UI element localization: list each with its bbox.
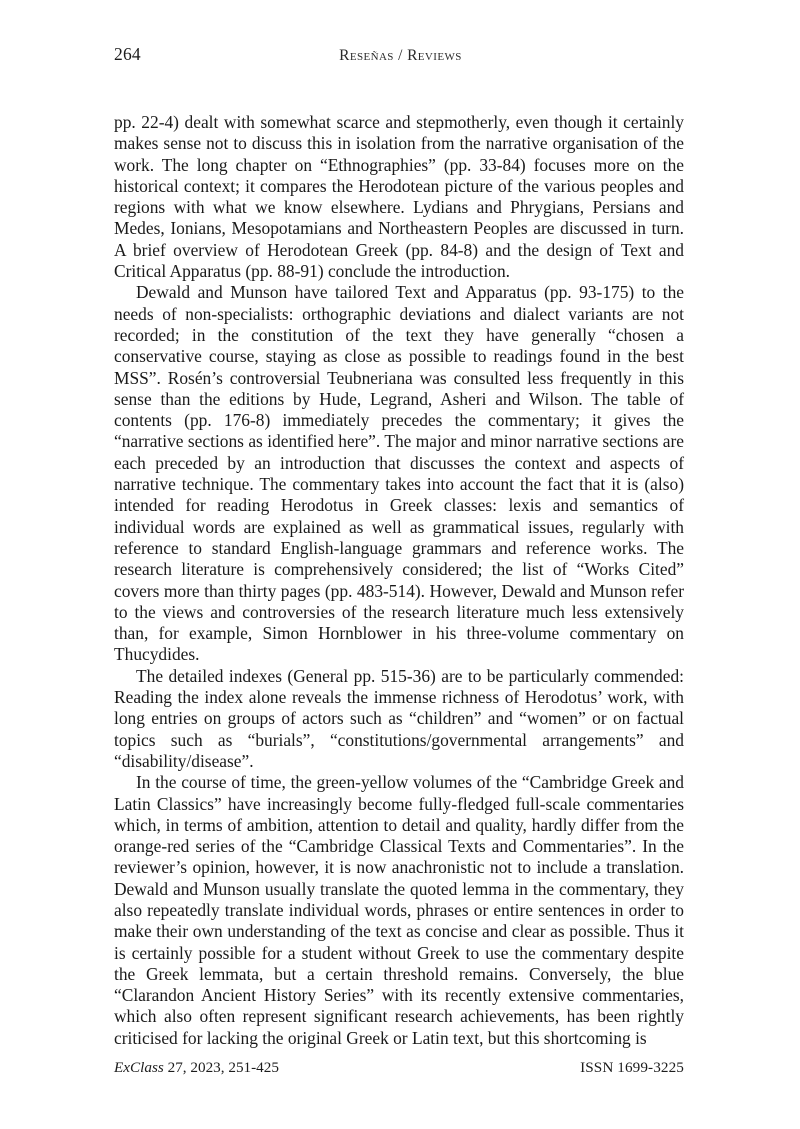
paragraph-4: In the course of time, the green-yellow volumes of the “Cambridge Greek and Latin Classics” have increasingly become fully-fledged full-scale commentaries which, in terms of ambition, attention to detail and quality, hardly differ from the orange-red series of the “Cambridge Classical Texts and Commentaries”. In the reviewer’s opinion, however, it is now anachronistic not to include a translation. Dewald and Munson usually translate the quoted lemma in the commentary, they also repeatedly translate individual words, phrases or entire sentences in order to make their own understanding of the text as concise and clear as possible. Thus it is certainly possible for a student without Greek to use the commentary despite the Greek lemmata, but a certain threshold remains. Conversely, the blue “Clarandon Ancient History Series” with its recently extensive commentaries, which also often represent significant research achievements, has been rightly criticised for lacking the original Greek or Latin text, but this shortcoming is (114, 772, 684, 1048)
footer-issn: ISSN 1699-3225 (580, 1059, 684, 1076)
paragraph-2: Dewald and Munson have tailored Text and Apparatus (pp. 93-175) to the needs of non-specialists: orthographic deviations and dialect variants are not recorded; in the constitution of the text they have generally “chosen a conservative course, staying as close as possible to readings found in the best MSS”. Rosén’s controversial Teubneriana was consulted less frequently in this sense than the editions by Hude, Legrand, Asheri and Wilson. The table of contents (pp. 176-8) immediately precedes the commentary; it gives the “narrative sections as identified here”. The major and minor narrative sections are each preceded by an introduction that discusses the context and aspects of narrative technique. The commentary takes into account the fact that it is (also) intended for reading Herodotus in Greek classes: lexis and semantics of individual words are explained as well as grammatical issues, regularly with reference to standard English-language grammars and reference works. The research literature is comprehensively considered; the list of “Works Cited” covers more than thirty pages (pp. 483-514). However, Dewald and Munson refer to the views and controversies of the research literature much less extensively than, for example, Simon Hornblower in his three-volume commentary on Thucydides. (114, 282, 684, 665)
journal-title: ExClass (114, 1059, 164, 1076)
page-footer (114, 1059, 684, 1077)
paragraph-3: The detailed indexes (General pp. 515-36) are to be particularly commended: Reading the index alone reveals the immense richness of Herodotus’ work, with long entries on groups of actors such as “children” and “women” or on factual topics such as “burials”, “constitutions/governmental arrangements” and “disability/disease”. (114, 665, 684, 771)
body-text (114, 112, 684, 1049)
footer-citation (114, 1059, 279, 1077)
page-number: 264 (114, 44, 141, 64)
running-head (114, 44, 684, 68)
citation-detail: 27, 2023, 251-425 (163, 1059, 279, 1076)
running-head-title: Reseñas / Reviews (339, 47, 462, 64)
paragraph-1: pp. 22-4) dealt with somewhat scarce and stepmotherly, even though it certainly makes sense not to discuss this in isolation from the narrative organisation of the work. The long chapter on “Ethnographies” (pp. 33-84) focuses more on the historical context; it compares the Herodotean picture of the various peoples and regions with what we know elsewhere. Lydians and Phrygians, Persians and Medes, Ionians, Mesopotamians and Northeastern Peoples are discussed in turn. A brief overview of Herodotean Greek (pp. 84-8) and the design of Text and Critical Apparatus (pp. 88-91) conclude the introduction. (114, 112, 684, 282)
